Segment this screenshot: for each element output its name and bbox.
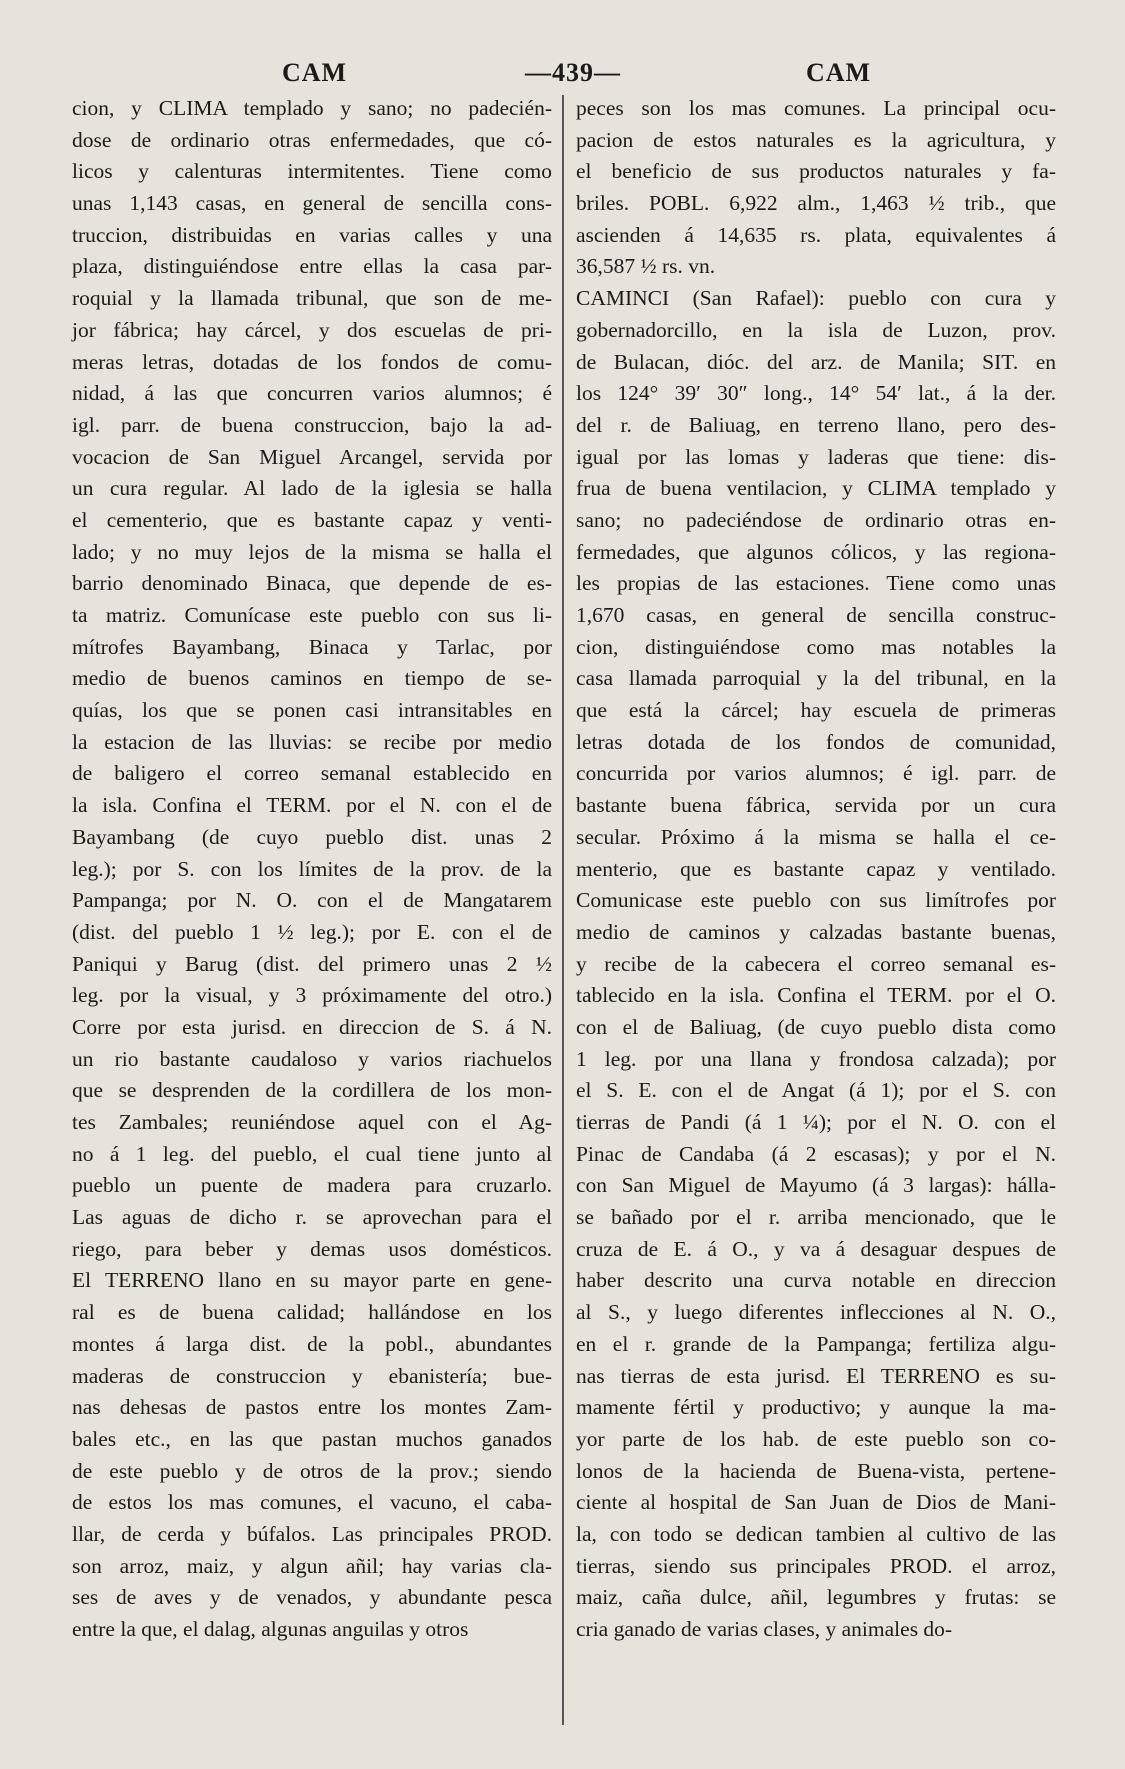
running-head-left: CAM — [282, 58, 348, 87]
text-line: 36,587 ½ rs. vn. — [576, 254, 716, 279]
text-line: ciente al hospital de San Juan de Dios de Mani- — [576, 1490, 1056, 1515]
text-line: lado; y no muy lejos de la misma se halla el — [72, 539, 552, 564]
text-line: Las aguas de dicho r. se aprovechan para el — [72, 1205, 552, 1230]
text-line: yor parte de los hab. de este pueblo son co- — [576, 1426, 1056, 1451]
text-line: un rio bastante caudaloso y varios riachuelos — [72, 1046, 552, 1071]
text-line: montes á larga dist. de la pobl., abundantes — [72, 1331, 552, 1356]
text-line: llar, de cerda y búfalos. Las principales PROD. — [72, 1521, 552, 1546]
text-line: cria ganado de varias clases, y animales do- — [576, 1617, 953, 1641]
text-line: fermedades, que algunos cólicos, y las regiona- — [576, 539, 1056, 564]
text-line: letras dotada de los fondos de comunidad, — [576, 729, 1056, 754]
text-line: frua de buena ventilacion, y CLIMA templado y — [576, 476, 1056, 501]
text-line: de baligero el correo semanal establecido en — [72, 761, 552, 786]
text-line: El TERRENO llano en su mayor parte en gene- — [72, 1268, 552, 1293]
text-line: Paniqui y Barug (dist. del primero unas 2 ½ — [72, 951, 552, 976]
text-line: meras letras, dotadas de los fondos de comu- — [72, 349, 552, 374]
text-line: riego, para beber y demas usos domésticos. — [72, 1236, 552, 1261]
text-line: peces son los mas comunes. La principal ocu- — [576, 96, 1056, 120]
text-line: los 124° 39′ 30″ long., 14° 54′ lat., á la der. — [576, 381, 1056, 406]
text-line: que está la cárcel; hay escuela de primeras — [576, 698, 1056, 723]
text-line: truccion, distribuidas en varias calles y una — [72, 222, 552, 247]
text-line: tablecido en la isla. Confina el TERM. por el O. — [576, 983, 1056, 1008]
left-column — [72, 93, 552, 1646]
text-line: barrio denominado Binaca, que depende de es- — [72, 571, 552, 596]
text-line: sano; no padeciéndose de ordinario otras en- — [576, 507, 1056, 532]
text-line: Pampanga; por N. O. con el de Mangatarem — [72, 888, 552, 913]
text-line: ta matriz. Comunícase este pueblo con sus li- — [72, 603, 552, 627]
right-column — [576, 93, 1056, 1646]
text-line: vocacion de San Miguel Arcangel, servida por — [72, 444, 552, 469]
text-line: con San Miguel de Mayumo (á 3 largas): hálla- — [576, 1173, 1056, 1198]
text-line: la estacion de las lluvias: se recibe por medio — [72, 729, 552, 754]
text-line: de este pueblo y de otros de la prov.; siendo — [72, 1458, 552, 1483]
text-line: un cura regular. Al lado de la iglesia se halla — [72, 476, 552, 501]
text-line: gobernadorcillo, en la isla de Luzon, prov. — [576, 317, 1056, 342]
text-line: al S., y luego diferentes inflecciones al N. O., — [576, 1300, 1056, 1325]
text-line: de Bulacan, dióc. del arz. de Manila; SIT. en — [576, 349, 1056, 374]
text-line: tes Zambales; reuniéndose aquel con el Ag- — [72, 1110, 552, 1134]
text-line: se bañado por el r. arriba mencionado, que le — [576, 1205, 1056, 1230]
text-line: nidad, á las que concurren varios alumnos; é — [72, 381, 552, 406]
text-line: la, con todo se dedican tambien al cultivo de las — [576, 1521, 1056, 1546]
page-number: —439— — [525, 58, 621, 87]
text-line: cruza de E. á O., y va á desaguar despues de — [576, 1236, 1056, 1261]
text-line: jor fábrica; hay cárcel, y dos escuelas de pri- — [72, 317, 552, 342]
text-line: nas dehesas de pastos entre los montes Zam- — [72, 1395, 552, 1420]
text-line: ses de aves y de venados, y abundante pesca — [72, 1585, 552, 1610]
text-line: licos y calenturas intermitentes. Tiene como — [72, 159, 552, 184]
text-line: son arroz, maiz, y algun añil; hay varias cla- — [72, 1553, 552, 1578]
text-line: roquial y la llamada tribunal, que son de me- — [72, 286, 552, 311]
text-line: en el r. grande de la Pampanga; fertiliza algu- — [576, 1331, 1056, 1356]
text-line: (dist. del pueblo 1 ½ leg.); por E. con el de — [72, 919, 552, 944]
column-divider — [562, 95, 564, 1725]
text-line: del r. de Baliuag, en terreno llano, pero des- — [576, 412, 1056, 437]
text-line: leg. por la visual, y 3 próximamente del otro.) — [72, 983, 552, 1008]
text-line: cion, y CLIMA templado y sano; no padecién- — [72, 96, 552, 120]
text-line: Bayambang (de cuyo pueblo dist. unas 2 — [72, 824, 552, 849]
text-line: maiz, caña dulce, añil, legumbres y frutas: se — [576, 1585, 1056, 1610]
text-line: bastante buena fábrica, servida por un cura — [576, 793, 1056, 818]
text-line: haber descrito una curva notable en direccion — [576, 1268, 1056, 1293]
text-line: el cementerio, que es bastante capaz y venti- — [72, 507, 552, 532]
text-line: maderas de construccion y ebanistería; bue- — [72, 1363, 552, 1388]
text-line: entre la que, el dalag, algunas anguilas y otros — [72, 1617, 469, 1641]
text-line: CAMINCI (San Rafael): pueblo con cura y — [576, 286, 1056, 311]
text-line: secular. Próximo á la misma se halla el ce- — [576, 824, 1056, 849]
text-line: mamente fértil y productivo; y aunque la ma- — [576, 1395, 1056, 1420]
text-line: leg.); por S. con los límites de la prov. de la — [72, 856, 552, 881]
text-line: quías, los que se ponen casi intransitables en — [72, 698, 552, 723]
text-line: el S. E. con el de Angat (á 1); por el S. con — [576, 1078, 1056, 1103]
text-line: medio de buenos caminos en tiempo de se- — [72, 666, 552, 691]
text-line: briles. POBL. 6,922 alm., 1,463 ½ trib., que — [576, 191, 1056, 216]
text-line: igl. parr. de buena construccion, bajo la ad- — [72, 412, 552, 437]
text-line: plaza, distinguiéndose entre ellas la casa par- — [72, 254, 552, 279]
text-line: tierras de Pandi (á 1 ¼); por el N. O. con el — [576, 1110, 1056, 1134]
text-line: concurrida por varios alumnos; é igl. parr. de — [576, 761, 1056, 786]
text-line: unas 1,143 casas, en general de sencilla cons- — [72, 191, 552, 216]
text-line: la isla. Confina el TERM. por el N. con el de — [72, 793, 552, 818]
text-line: casa llamada parroquial y la del tribunal, en la — [576, 666, 1056, 691]
text-line: Comunicase este pueblo con sus limítrofes por — [576, 888, 1056, 913]
text-line: les propias de las estaciones. Tiene como unas — [576, 571, 1056, 596]
text-line: cion, distinguiéndose como mas notables la — [576, 634, 1056, 659]
text-line: menterio, que es bastante capaz y ventilado. — [576, 856, 1056, 881]
text-line: no á 1 leg. del pueblo, el cual tiene junto al — [72, 1141, 552, 1166]
text-line: lonos de la hacienda de Buena-vista, pertene- — [576, 1458, 1056, 1483]
text-line: medio de caminos y calzadas bastante buenas, — [576, 919, 1056, 944]
text-line: 1,670 casas, en general de sencilla construc- — [576, 603, 1056, 627]
running-head-right: CAM — [806, 58, 872, 87]
text-line: Pinac de Candaba (á 2 escasas); y por el N. — [576, 1141, 1056, 1166]
text-line: y recibe de la cabecera el correo semanal es- — [576, 951, 1056, 976]
text-line: pacion de estos naturales es la agricultura, y — [576, 127, 1056, 152]
text-line: tierras, siendo sus principales PROD. el arroz, — [576, 1553, 1056, 1578]
text-line: el beneficio de sus productos naturales y fa- — [576, 159, 1056, 184]
text-line: nas tierras de esta jurisd. El TERRENO es su- — [576, 1363, 1056, 1388]
text-line: mítrofes Bayambang, Binaca y Tarlac, por — [72, 634, 552, 659]
text-line: con el de Baliuag, (de cuyo pueblo dista como — [576, 1014, 1056, 1039]
text-line: dose de ordinario otras enfermedades, que có- — [72, 127, 552, 152]
text-line: pueblo un puente de madera para cruzarlo. — [72, 1173, 552, 1198]
text-line: bales etc., en las que pastan muchos ganados — [72, 1426, 552, 1451]
text-line: ascienden á 14,635 rs. plata, equivalentes á — [576, 222, 1056, 247]
text-line: igual por las lomas y laderas que tiene: dis- — [576, 444, 1056, 469]
text-line: Corre por esta jurisd. en direccion de S. á N. — [72, 1014, 552, 1039]
text-line: que se desprenden de la cordillera de los mon- — [72, 1078, 552, 1103]
text-line: de estos los mas comunes, el vacuno, el caba- — [72, 1490, 552, 1515]
text-line: 1 leg. por una llana y frondosa calzada); por — [576, 1046, 1056, 1071]
text-line: ral es de buena calidad; hallándose en los — [72, 1300, 552, 1325]
